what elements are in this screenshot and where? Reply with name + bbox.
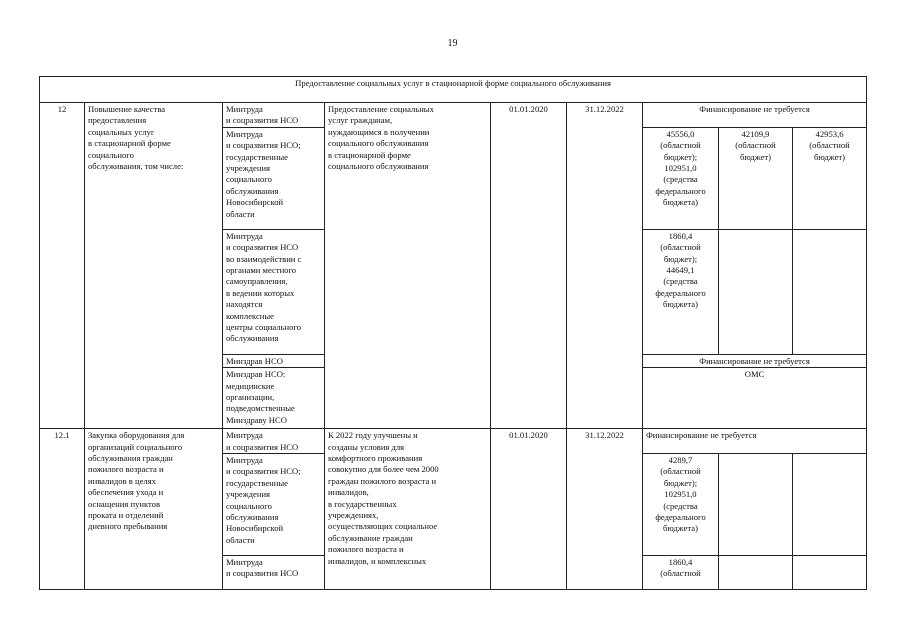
executor-cell: Минтруда и соцразвития НСО во взаимодействии с органами местного самоуправления, в ведении которых находятся комплексные центры социального обслуживания xyxy=(223,229,325,354)
measure-title: Повышение качества предоставления социальных услуг в стационарной форме социального обслуживания, том числе: xyxy=(85,103,223,429)
executor-cell: Минздрав НСО: медицинские организации, подведомственные Минздраву НСО xyxy=(223,368,325,429)
section-title: Предоставление социальных услуг в стационарной форме социального обслуживания xyxy=(40,77,867,103)
funding-note: Финансирование не требуется xyxy=(643,103,867,128)
table-row xyxy=(40,103,867,128)
table-row xyxy=(40,429,867,454)
section-header-row xyxy=(40,77,867,103)
funding-note: ОМС xyxy=(643,368,867,429)
executor-cell: Минтруда и соцразвития НСО; государственные учреждения социального обслуживания Новосибирской области xyxy=(223,454,325,556)
executor-cell: Минтруда и соцразвития НСО xyxy=(223,103,325,128)
end-date: 31.12.2022 xyxy=(567,429,643,590)
row-number: 12.1 xyxy=(40,429,85,590)
funding-2022: 42953,6 (областной бюджет) xyxy=(793,127,867,229)
start-date: 01.01.2020 xyxy=(491,429,567,590)
funding-2020: 1860,4 (областной xyxy=(643,556,719,590)
start-date: 01.01.2020 xyxy=(491,103,567,429)
measure-title: Закупка оборудования для организаций социального обслуживания граждан пожилого возраста и инвалидов в целях обеспечения ухода и оснащения пунктов проката и отделений дневного пребывания xyxy=(85,429,223,590)
funding-note: Финансирование не требуется xyxy=(643,354,867,367)
program-table xyxy=(39,76,867,590)
funding-note: Финансирование не требуется xyxy=(643,429,867,454)
funding-2020: 45556,0 (областной бюджет); 102951,0 (средства федерального бюджета) xyxy=(643,127,719,229)
expected-result: К 2022 году улучшены и созданы условия для комфортного проживания совокупно для более чем 2000 граждан пожилого возраста и инвалидов, в государственных учреждениях, осуществляющих социальное обслуживание граждан пожилого возраста и инвалидов, и комплексных xyxy=(325,429,491,590)
executor-cell: Минтруда и соцразвития НСО xyxy=(223,556,325,590)
executor-cell: Минздрав НСО xyxy=(223,354,325,367)
funding-2021 xyxy=(719,454,793,556)
funding-2020: 4289,7 (областной бюджет); 102951,0 (средства федерального бюджета) xyxy=(643,454,719,556)
funding-2021 xyxy=(719,229,793,354)
page-number: 19 xyxy=(447,38,458,49)
end-date: 31.12.2022 xyxy=(567,103,643,429)
executor-cell: Минтруда и соцразвития НСО; государственные учреждения социального обслуживания Новосибирской области xyxy=(223,127,325,229)
funding-2021 xyxy=(719,556,793,590)
expected-result: Предоставление социальных услуг гражданам, нуждающимся в получении социального обслуживания в стационарной форме социального обслуживания xyxy=(325,103,491,429)
funding-2022 xyxy=(793,556,867,590)
funding-2022 xyxy=(793,454,867,556)
executor-cell: Минтруда и соцразвития НСО xyxy=(223,429,325,454)
funding-2022 xyxy=(793,229,867,354)
funding-2021: 42109,9 (областной бюджет) xyxy=(719,127,793,229)
funding-2020: 1860,4 (областной бюджет); 44649,1 (средства федерального бюджета) xyxy=(643,229,719,354)
row-number: 12 xyxy=(40,103,85,429)
